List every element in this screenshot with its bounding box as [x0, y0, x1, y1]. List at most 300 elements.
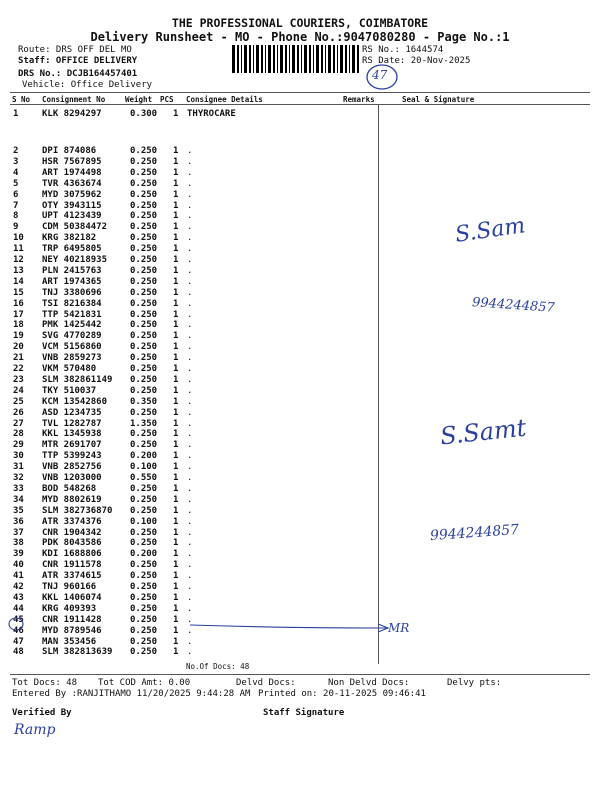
cell-pcs: 1 [173, 298, 179, 309]
cell-cons: TVL 1282787 [42, 418, 102, 429]
col-header-seal: Seal & Signature [402, 95, 475, 104]
cell-details: . [187, 549, 193, 560]
cell-wt: 0.250 [130, 189, 158, 200]
cell-sno: 22 [13, 364, 24, 374]
cell-details: . [187, 222, 193, 233]
cell-cons: TVR 4363674 [42, 178, 102, 189]
cell-pcs: 1 [173, 571, 179, 582]
cell-wt: 0.250 [130, 494, 158, 505]
cell-wt: 0.250 [130, 167, 158, 178]
cell-sno: 11 [13, 244, 24, 255]
cell-sno: 28 [13, 429, 24, 440]
cell-details: . [187, 636, 193, 647]
cell-sno: 44 [13, 603, 24, 614]
barcode-bar [313, 45, 314, 73]
delivery-points: Delvy pts: [447, 678, 502, 688]
cell-sno: 40 [13, 560, 24, 571]
cell-details: . [187, 255, 193, 265]
cell-details: . [187, 178, 193, 189]
cell-pcs: 1 [173, 200, 179, 211]
cell-cons: KRG 409393 [42, 603, 97, 614]
cell-wt: 1.350 [130, 418, 158, 429]
verified-signature: Ramp [14, 722, 56, 738]
cell-sno: 32 [13, 473, 24, 483]
cell-wt: 0.350 [130, 396, 158, 407]
cell-sno: 2 [13, 146, 19, 156]
cell-pcs: 1 [173, 592, 179, 603]
cell-sno: 31 [13, 462, 24, 473]
cell-sno: 38 [13, 538, 24, 549]
cell-sno: 45 [13, 614, 24, 625]
cell-cons: TRP 6495805 [42, 244, 102, 255]
cell-details: . [187, 287, 193, 298]
cell-wt: 0.250 [130, 320, 158, 331]
cell-wt: 0.250 [130, 647, 158, 658]
cell-cons: TNJ 960166 [42, 582, 97, 592]
cell-details: . [187, 364, 193, 374]
cell-sno: 42 [13, 582, 24, 592]
cell-wt: 0.100 [130, 516, 158, 527]
cell-details: . [187, 276, 193, 287]
cell-cons: VNB 1203000 [42, 473, 102, 483]
runsheet-subtitle: Delivery Runsheet - MO - Phone No.:9047080280 - Page No.:1 [90, 30, 510, 44]
cell-cons: MTR 2691707 [42, 440, 102, 451]
table-header-divider [10, 104, 590, 105]
cell-cons: MYD 8789546 [42, 625, 102, 636]
handwritten-phone-2: 9944244857 [429, 521, 520, 545]
no-of-docs: No.Of Docs: 48 [186, 662, 250, 671]
barcode-bar [340, 45, 343, 73]
cell-wt: 0.250 [130, 374, 158, 385]
cell-details: . [187, 625, 193, 636]
cell-pcs: 1 [173, 244, 179, 255]
cell-wt: 0.250 [130, 385, 158, 396]
total-cod: Tot COD Amt: 0.00 [98, 678, 191, 688]
cell-sno: 16 [13, 298, 24, 309]
cell-sno: 41 [13, 571, 24, 582]
cell-cons: TSI 8216384 [42, 298, 102, 309]
cell-pcs: 1 [173, 146, 179, 156]
cell-details: . [187, 560, 193, 571]
cell-sno: 14 [13, 276, 24, 287]
cell-pcs: 1 [173, 614, 179, 625]
cell-sno: 29 [13, 440, 24, 451]
cell-sno: 24 [13, 385, 24, 396]
cell-cons: VCM 5156860 [42, 342, 102, 353]
cell-cons: HSR 7567895 [42, 156, 102, 167]
barcode-bar [328, 45, 331, 73]
cell-pcs: 1 [173, 309, 179, 320]
cell-wt: 0.200 [130, 451, 158, 462]
cell-sno: 7 [13, 200, 19, 211]
cell-details: . [187, 211, 193, 222]
barcode-bar [277, 45, 278, 73]
cell-cons: KCM 13542860 [42, 396, 108, 407]
cell-wt: 0.250 [130, 440, 158, 451]
barcode [232, 45, 360, 73]
cell-cons: KLK 8294297 [42, 109, 102, 119]
cell-sno: 13 [13, 265, 24, 276]
total-docs: Tot Docs: 48 [12, 678, 78, 688]
handwritten-signature-2: S.Samt [438, 413, 528, 451]
cell-cons: KRG 382182 [42, 233, 97, 244]
cell-details: . [187, 244, 193, 255]
cell-sno: 46 [13, 625, 24, 636]
cell-wt: 0.250 [130, 309, 158, 320]
barcode-bar [349, 45, 350, 73]
barcode-bar [265, 45, 266, 73]
cell-details: . [187, 396, 193, 407]
cell-details: . [187, 538, 193, 549]
cell-wt: 0.250 [130, 505, 158, 516]
cell-wt: 0.250 [130, 407, 158, 418]
cell-cons: CNR 1911578 [42, 560, 102, 571]
cell-details: . [187, 582, 193, 592]
cell-details: . [187, 505, 193, 516]
cell-pcs: 1 [173, 636, 179, 647]
cell-details: . [187, 298, 193, 309]
cell-cons: TKY 510037 [42, 385, 97, 396]
barcode-bar [244, 45, 247, 73]
cell-pcs: 1 [173, 265, 179, 276]
cell-sno: 17 [13, 309, 24, 320]
cell-pcs: 1 [173, 625, 179, 636]
cell-cons: ART 1974365 [42, 276, 102, 287]
cell-sno: 15 [13, 287, 24, 298]
handwritten-arrow [6, 614, 406, 634]
cell-cons: UPT 4123439 [42, 211, 102, 222]
cell-wt: 0.250 [130, 538, 158, 549]
cell-wt: 0.250 [130, 222, 158, 233]
cell-wt: 0.250 [130, 483, 158, 494]
cell-pcs: 1 [173, 396, 179, 407]
barcode-bar [289, 45, 290, 73]
cell-details: . [187, 527, 193, 538]
cell-sno: 18 [13, 320, 24, 331]
delivered-docs: Delvd Docs: [236, 678, 296, 688]
cell-details: . [187, 647, 193, 658]
cell-pcs: 1 [173, 167, 179, 178]
cell-wt: 0.250 [130, 614, 158, 625]
cell-sno: 20 [13, 342, 24, 353]
barcode-bar [268, 45, 271, 73]
cell-details: . [187, 167, 193, 178]
verified-by-label: Verified By [12, 708, 72, 718]
cell-details: . [187, 473, 193, 483]
cell-pcs: 1 [173, 483, 179, 494]
cell-cons: MYD 8802619 [42, 494, 102, 505]
cell-cons: KKL 1345938 [42, 429, 102, 440]
remarks-column-divider [378, 104, 379, 664]
barcode-bar [297, 45, 299, 73]
col-header-pcs: PCS [160, 95, 174, 104]
company-title: THE PROFESSIONAL COURIERS, COIMBATORE [171, 16, 429, 30]
cell-cons: SLM 382813639 [42, 647, 113, 658]
cell-wt: 0.250 [130, 342, 158, 353]
cell-sno: 39 [13, 549, 24, 560]
barcode-bar [301, 45, 302, 73]
handwritten-signature-1: S.Sam [453, 213, 527, 248]
cell-pcs: 1 [173, 331, 179, 342]
barcode-bar [321, 45, 323, 73]
cell-cons: CDM 50384472 [42, 222, 108, 233]
cell-pcs: 1 [173, 647, 179, 658]
cell-wt: 0.300 [130, 109, 158, 119]
cell-sno: 3 [13, 156, 19, 167]
barcode-bar [352, 45, 355, 73]
handwritten-count: 47 [372, 68, 388, 82]
cell-pcs: 1 [173, 211, 179, 222]
cell-pcs: 1 [173, 560, 179, 571]
cell-cons: VKM 570480 [42, 364, 97, 374]
cell-wt: 0.250 [130, 276, 158, 287]
cell-details: . [187, 592, 193, 603]
col-header-remarks: Remarks [343, 95, 375, 104]
cell-cons: TTP 5421831 [42, 309, 102, 320]
cell-details: . [187, 603, 193, 614]
cell-wt: 0.250 [130, 571, 158, 582]
cell-pcs: 1 [173, 255, 179, 265]
cell-wt: 0.250 [130, 353, 158, 364]
barcode-bar [309, 45, 311, 73]
handwritten-mr: MR [388, 621, 410, 635]
barcode-bar [345, 45, 347, 73]
cell-details: . [187, 440, 193, 451]
cell-details: . [187, 200, 193, 211]
cell-details: . [187, 571, 193, 582]
cell-wt: 0.250 [130, 211, 158, 222]
cell-wt: 0.250 [130, 592, 158, 603]
cell-details: . [187, 189, 193, 200]
cell-pcs: 1 [173, 342, 179, 353]
cell-wt: 0.250 [130, 244, 158, 255]
cell-cons: BOD 548268 [42, 483, 97, 494]
cell-sno: 34 [13, 494, 24, 505]
cell-cons: ART 1974498 [42, 167, 102, 178]
vehicle-label: Vehicle: Office Delivery [22, 80, 153, 90]
handwritten-phone-1: 9944244857 [471, 295, 556, 316]
barcode-bar [253, 45, 254, 73]
cell-sno: 5 [13, 178, 19, 189]
cell-pcs: 1 [173, 364, 179, 374]
cell-sno: 26 [13, 407, 24, 418]
cell-wt: 0.250 [130, 287, 158, 298]
cell-pcs: 1 [173, 527, 179, 538]
cell-wt: 0.250 [130, 200, 158, 211]
cell-sno: 8 [13, 211, 19, 222]
cell-sno: 37 [13, 527, 24, 538]
cell-pcs: 1 [173, 109, 179, 119]
cell-details: . [187, 146, 193, 156]
cell-wt: 0.250 [130, 582, 158, 592]
barcode-bar [273, 45, 275, 73]
cell-pcs: 1 [173, 385, 179, 396]
cell-sno: 35 [13, 505, 24, 516]
cell-cons: PDK 8043586 [42, 538, 102, 549]
cell-cons: KKL 1406074 [42, 592, 102, 603]
cell-details: THYROCARE [187, 109, 236, 119]
cell-pcs: 1 [173, 178, 179, 189]
cell-pcs: 1 [173, 287, 179, 298]
cell-sno: 19 [13, 331, 24, 342]
entered-by: Entered By :RANJITHAMO 11/20/2025 9:44:28 AM [12, 689, 251, 699]
cell-pcs: 1 [173, 156, 179, 167]
barcode-bar [241, 45, 242, 73]
cell-cons: KDI 1688806 [42, 549, 102, 560]
cell-sno: 10 [13, 233, 24, 244]
col-header-consignment: Consignment No [42, 95, 106, 104]
cell-sno: 9 [13, 222, 19, 233]
cell-wt: 0.250 [130, 156, 158, 167]
cell-details: . [187, 483, 193, 494]
cell-cons: SVG 4770289 [42, 331, 102, 342]
barcode-bar [249, 45, 251, 73]
cell-wt: 0.100 [130, 462, 158, 473]
cell-cons: MAN 353456 [42, 636, 97, 647]
cell-details: . [187, 429, 193, 440]
cell-sno: 6 [13, 189, 19, 200]
cell-wt: 0.250 [130, 560, 158, 571]
cell-details: . [187, 353, 193, 364]
cell-cons: PLN 2415763 [42, 265, 102, 276]
cell-cons: SLM 382736870 [42, 505, 113, 516]
cell-details: . [187, 462, 193, 473]
cell-details: . [187, 418, 193, 429]
printed-on: Printed on: 20-11-2025 09:46:41 [258, 689, 426, 699]
arrow-line [190, 625, 386, 628]
cell-cons: TTP 5399243 [42, 451, 102, 462]
cell-pcs: 1 [173, 603, 179, 614]
cell-wt: 0.250 [130, 625, 158, 636]
barcode-bar [333, 45, 335, 73]
staff-signature-label: Staff Signature [263, 708, 345, 718]
cell-pcs: 1 [173, 320, 179, 331]
cell-wt: 0.250 [130, 298, 158, 309]
barcode-bar [292, 45, 295, 73]
cell-pcs: 1 [173, 516, 179, 527]
cell-wt: 0.250 [130, 255, 158, 265]
cell-pcs: 1 [173, 494, 179, 505]
cell-sno: 33 [13, 483, 24, 494]
barcode-bar [232, 45, 235, 73]
cell-wt: 0.250 [130, 527, 158, 538]
staff-label: Staff: OFFICE DELIVERY [18, 56, 138, 66]
cell-pcs: 1 [173, 549, 179, 560]
cell-sno: 25 [13, 396, 24, 407]
cell-sno: 48 [13, 647, 24, 658]
cell-cons: DPI 874086 [42, 146, 97, 156]
cell-details: . [187, 309, 193, 320]
barcode-bar [256, 45, 259, 73]
barcode-bar [357, 45, 359, 73]
barcode-bar [325, 45, 326, 73]
cell-details: . [187, 407, 193, 418]
cell-sno: 27 [13, 418, 24, 429]
footer-divider [10, 674, 590, 675]
cell-wt: 0.200 [130, 549, 158, 560]
cell-sno: 30 [13, 451, 24, 462]
cell-details: . [187, 320, 193, 331]
cell-details: . [187, 342, 193, 353]
cell-cons: MYD 3075962 [42, 189, 102, 200]
barcode-bar [337, 45, 338, 73]
barcode-bar [316, 45, 319, 73]
cell-sno: 43 [13, 592, 24, 603]
table-top-border [10, 92, 590, 93]
cell-pcs: 1 [173, 462, 179, 473]
cell-pcs: 1 [173, 418, 179, 429]
cell-details: . [187, 385, 193, 396]
cell-pcs: 1 [173, 505, 179, 516]
cell-cons: PMK 1425442 [42, 320, 102, 331]
cell-sno: 1 [13, 109, 19, 119]
rs-date: RS Date: 20-Nov-2025 [362, 56, 471, 66]
cell-details: . [187, 516, 193, 527]
cell-cons: VNB 2852756 [42, 462, 102, 473]
cell-sno: 23 [13, 374, 24, 385]
cell-wt: 0.550 [130, 473, 158, 483]
cell-cons: CNR 1904342 [42, 527, 102, 538]
barcode-bar [304, 45, 307, 73]
cell-wt: 0.250 [130, 146, 158, 156]
cell-cons: ATR 3374376 [42, 516, 102, 527]
cell-cons: ASD 1234735 [42, 407, 102, 418]
cell-pcs: 1 [173, 440, 179, 451]
cell-wt: 0.250 [130, 233, 158, 244]
cell-cons: TNJ 3380696 [42, 287, 102, 298]
cell-pcs: 1 [173, 276, 179, 287]
cell-wt: 0.250 [130, 331, 158, 342]
cell-pcs: 1 [173, 451, 179, 462]
cell-sno: 12 [13, 255, 24, 265]
barcode-bar [237, 45, 239, 73]
cell-cons: NEY 40218935 [42, 255, 108, 265]
cell-sno: 21 [13, 353, 24, 364]
cell-wt: 0.250 [130, 636, 158, 647]
rs-number: RS No.: 1644574 [362, 45, 444, 55]
drs-number: DRS No.: DCJB164457401 [18, 69, 138, 79]
cell-pcs: 1 [173, 222, 179, 233]
cell-cons: SLM 382861149 [42, 374, 113, 385]
cell-cons: OTY 3943115 [42, 200, 102, 211]
circle-row-45 [9, 618, 23, 630]
col-header-weight: Weight [125, 95, 153, 104]
col-header-consignee: Consignee Details [186, 95, 263, 104]
cell-details: . [187, 331, 193, 342]
cell-wt: 0.250 [130, 603, 158, 614]
cell-pcs: 1 [173, 538, 179, 549]
cell-pcs: 1 [173, 407, 179, 418]
cell-wt: 0.250 [130, 364, 158, 374]
cell-details: . [187, 265, 193, 276]
cell-pcs: 1 [173, 473, 179, 483]
cell-pcs: 1 [173, 233, 179, 244]
cell-pcs: 1 [173, 189, 179, 200]
cell-details: . [187, 614, 193, 625]
cell-cons: CNR 1911428 [42, 614, 102, 625]
cell-details: . [187, 374, 193, 385]
cell-sno: 47 [13, 636, 24, 647]
cell-wt: 0.250 [130, 429, 158, 440]
cell-cons: ATR 3374615 [42, 571, 102, 582]
cell-pcs: 1 [173, 429, 179, 440]
non-delivered-docs: Non Delvd Docs: [328, 678, 410, 688]
cell-pcs: 1 [173, 582, 179, 592]
cell-pcs: 1 [173, 353, 179, 364]
cell-wt: 0.250 [130, 265, 158, 276]
cell-wt: 0.250 [130, 178, 158, 189]
cell-cons: VNB 2859273 [42, 353, 102, 364]
